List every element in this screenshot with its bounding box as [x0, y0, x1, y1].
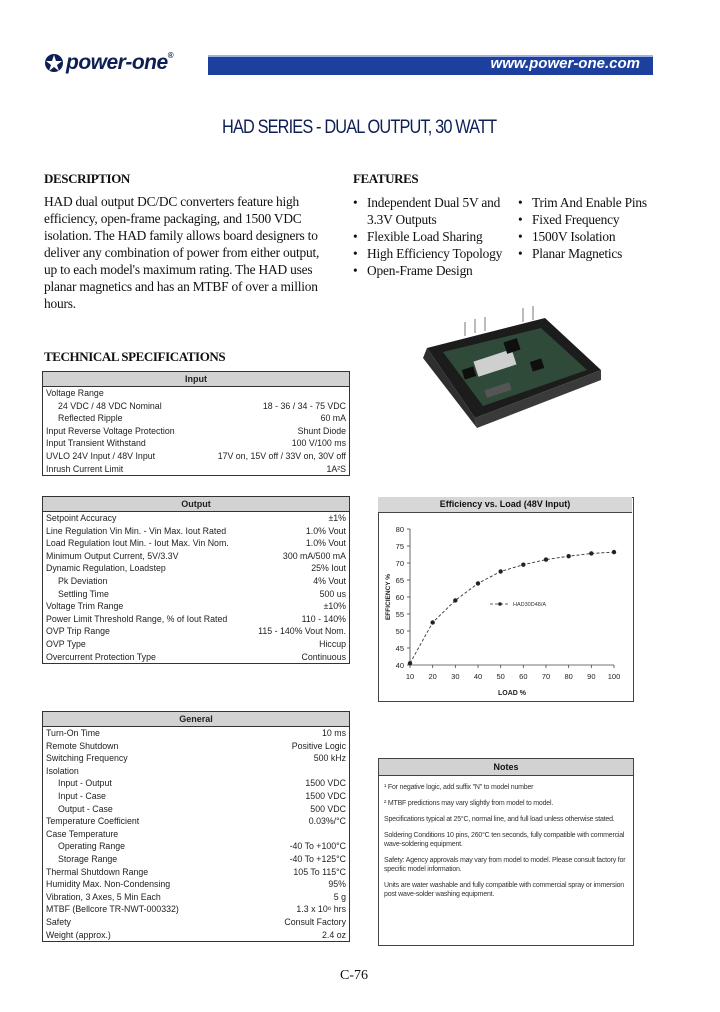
y-tick-label: 70 — [395, 559, 404, 568]
feature-item: • High Efficiency Topology — [353, 245, 517, 262]
spec-row — [43, 903, 349, 916]
tech-specs-heading: TECHNICAL SPECIFICATIONS — [44, 349, 226, 364]
spec-row — [43, 450, 349, 463]
feature-item: • Open-Frame Design — [353, 262, 517, 279]
spec-label: Switching Frequency — [46, 753, 128, 764]
spec-value: Positive Logic — [291, 740, 346, 751]
spec-value: 4% Vout — [313, 575, 346, 586]
spec-label: Load Regulation Iout Min. - Iout Max. Vin Nom. — [46, 538, 229, 549]
output-table-title: Output — [43, 497, 349, 512]
spec-row — [43, 790, 349, 803]
spec-value: 105 To 115°C — [293, 866, 346, 877]
x-axis-label: LOAD % — [498, 690, 526, 697]
feature-item: • Trim And Enable Pins — [518, 194, 668, 211]
spec-value: ±1% — [328, 513, 346, 523]
data-point — [476, 581, 480, 585]
spec-label: Inrush Current Limit — [46, 463, 124, 474]
y-tick-label: 55 — [395, 610, 404, 619]
spec-row — [43, 562, 349, 575]
description-text: HAD dual output DC/DC converters feature high efficiency, open-frame packaging, and 1500 VDC isolation. The HAD family allows board designers to deliver any combination of power from either output, up to each model's maximum rating. The HAD uses planar magnetics and has an MTBF of over a million hours. — [44, 194, 320, 311]
spec-value: 300 mA/500 mA — [282, 550, 346, 561]
brand-name: power-one — [66, 51, 168, 74]
spec-row — [43, 625, 349, 638]
spec-label: Case Temperature — [46, 828, 119, 839]
spec-value: 500 VDC — [310, 803, 346, 814]
data-point — [430, 620, 434, 624]
spec-row — [43, 840, 349, 853]
note-item: Units are water washable and fully compatible with commercial spray or immersion post wave-solder washing equipment. — [384, 882, 624, 898]
spec-row — [43, 400, 349, 413]
spec-row — [43, 916, 349, 929]
spec-value: 10 ms — [322, 728, 346, 738]
output-spec-table — [42, 496, 350, 664]
note-item: Specifications typical at 25°C, normal line, and full load unless otherwise stated. — [384, 816, 615, 823]
spec-label: Operating Range — [58, 841, 125, 852]
spec-value: 1500 VDC — [305, 778, 346, 789]
x-tick-label: 80 — [564, 672, 573, 681]
feature-item: • Planar Magnetics — [518, 245, 668, 262]
spec-value: Hiccup — [319, 638, 346, 649]
y-tick-label: 45 — [395, 644, 404, 653]
y-tick-label: 80 — [395, 525, 404, 534]
x-tick-label: 10 — [405, 672, 415, 681]
data-point — [498, 569, 502, 573]
note-item: Soldering Conditions 10 pins, 260°C ten seconds, fully compatible with commercial wave-soldering equipment. — [384, 832, 625, 848]
series-line — [410, 552, 614, 663]
x-tick-label: 50 — [496, 672, 505, 681]
features-heading: FEATURES — [353, 171, 419, 186]
spec-row — [43, 765, 349, 778]
data-point — [589, 551, 593, 555]
spec-row — [43, 600, 349, 613]
spec-label: Storage Range — [58, 853, 118, 864]
spec-value: 1.0% Vout — [305, 538, 346, 549]
data-point — [453, 598, 457, 602]
spec-value: 115 - 140% Vout Nom. — [258, 626, 346, 637]
spec-row — [43, 752, 349, 765]
y-tick-label: 60 — [395, 593, 404, 602]
product-photo — [405, 300, 605, 430]
spec-row — [43, 828, 349, 841]
input-table-title: Input — [43, 372, 349, 387]
features-list-right — [518, 194, 668, 262]
x-tick-label: 90 — [587, 672, 596, 681]
y-tick-label: 65 — [395, 576, 404, 585]
note-item: ¹ For negative logic, add suffix "N" to model number — [384, 784, 534, 791]
spec-label: Remote Shutdown — [46, 740, 119, 751]
spec-label: Input - Output — [58, 778, 112, 789]
spec-value: 60 mA — [320, 413, 346, 424]
power-one-logo-icon — [44, 53, 64, 73]
spec-row — [43, 878, 349, 891]
brand-logo[interactable] — [66, 51, 173, 75]
features-list-left — [353, 194, 517, 279]
spec-value: 17V on, 15V off / 33V on, 30V off — [217, 450, 346, 461]
spec-label: Dynamic Regulation, Loadstep — [46, 563, 166, 574]
spec-row — [43, 463, 349, 476]
spec-row — [43, 891, 349, 904]
feature-item: • Fixed Frequency — [518, 211, 668, 228]
spec-label: Input Transient Withstand — [46, 438, 146, 449]
spec-label: Voltage Range — [46, 388, 104, 398]
spec-row — [43, 803, 349, 816]
x-tick-label: 40 — [473, 672, 483, 681]
legend-label: HAD30D48/A — [513, 602, 547, 608]
spec-label: Weight (approx.) — [46, 929, 111, 940]
spec-label: Line Regulation Vin Min. - Vin Max. Iout Rated — [46, 525, 227, 536]
spec-row — [43, 512, 349, 525]
spec-row — [43, 777, 349, 790]
data-point — [521, 563, 525, 567]
series-title: HAD SERIES - DUAL OUTPUT, 30 WATT — [222, 117, 497, 138]
general-table-title: General — [43, 712, 349, 727]
spec-row — [43, 815, 349, 828]
spec-label: Temperature Coefficient — [46, 816, 140, 827]
spec-value: 1500 VDC — [305, 790, 346, 801]
spec-value: 5 g — [333, 891, 346, 902]
spec-value: Continuous — [301, 651, 346, 662]
spec-label: Vibration, 3 Axes, 5 Min Each — [46, 891, 161, 902]
spec-label: Humidity Max. Non-Condensing — [46, 879, 171, 890]
spec-row — [43, 727, 349, 740]
spec-value: 25% Iout — [311, 563, 346, 574]
y-axis-label: EFFICIENCY % — [385, 573, 392, 621]
spec-label: Thermal Shutdown Range — [46, 866, 149, 877]
description-heading: DESCRIPTION — [44, 171, 130, 186]
spec-value: 0.03%/°C — [308, 816, 346, 827]
spec-label: Minimum Output Current, 5V/3.3V — [46, 550, 179, 561]
spec-label: Setpoint Accuracy — [46, 513, 117, 523]
spec-row — [43, 537, 349, 550]
spec-label: Isolation — [46, 765, 79, 776]
note-item: Safety: Agency approvals may vary from model to model. Please consult factory for specific model information. — [384, 857, 626, 873]
spec-row — [43, 525, 349, 538]
y-tick-label: 75 — [395, 542, 404, 551]
y-tick-label: 50 — [395, 627, 404, 636]
spec-row — [43, 437, 349, 450]
spec-value: 110 - 140% — [301, 613, 346, 624]
spec-row — [43, 588, 349, 601]
spec-label: 24 VDC / 48 VDC Nominal — [58, 400, 162, 411]
spec-label: Pk Deviation — [58, 575, 108, 586]
spec-label: Voltage Trim Range — [46, 601, 124, 612]
note-item: ² MTBF predictions may vary slightly from model to model. — [384, 800, 554, 807]
spec-row — [43, 866, 349, 879]
x-tick-label: 100 — [607, 672, 621, 681]
x-tick-label: 20 — [428, 672, 437, 681]
spec-row — [43, 853, 349, 866]
brand-registered-mark: ® — [167, 51, 174, 60]
spec-label: Turn-On Time — [46, 728, 100, 738]
feature-item: • 1500V Isolation — [518, 228, 668, 245]
spec-value: 95% — [328, 879, 346, 890]
input-spec-table — [42, 371, 350, 476]
spec-label: OVP Type — [46, 638, 86, 649]
spec-value: Shunt Diode — [297, 425, 346, 436]
spec-row — [43, 550, 349, 563]
spec-row — [43, 412, 349, 425]
chart-title: Efficiency vs. Load (48V Input) — [378, 497, 632, 513]
feature-item: • Independent Dual 5V and 3.3V Outputs — [353, 194, 517, 228]
data-point — [408, 661, 412, 665]
notes-panel — [378, 758, 634, 946]
x-tick-label: 30 — [451, 672, 460, 681]
spec-label: UVLO 24V Input / 48V Input — [46, 450, 156, 461]
spec-value: 2.4 oz — [322, 929, 346, 940]
spec-label: Settling Time — [58, 588, 109, 599]
spec-row — [43, 638, 349, 651]
spec-label: OVP Trip Range — [46, 626, 110, 637]
data-point — [612, 550, 616, 554]
spec-value: 500 us — [319, 588, 346, 599]
spec-row — [43, 387, 349, 400]
spec-value: Consult Factory — [284, 916, 346, 927]
spec-value: 1A²S — [326, 463, 346, 474]
spec-value: 1.3 x 10⁶ hrs — [296, 904, 346, 915]
spec-label: Overcurrent Protection Type — [46, 651, 156, 662]
spec-label: Input - Case — [58, 790, 106, 801]
spec-value: ±10% — [323, 601, 346, 612]
feature-item: • Flexible Load Sharing — [353, 228, 517, 245]
spec-value: 100 V/100 ms — [291, 438, 346, 449]
spec-row — [43, 929, 349, 942]
spec-label: Output - Case — [58, 803, 113, 814]
spec-value: 500 kHz — [313, 753, 346, 764]
x-tick-label: 60 — [519, 672, 528, 681]
page-number: C-76 — [340, 968, 368, 983]
y-tick-label: 40 — [395, 661, 404, 670]
spec-value: -40 To +100°C — [289, 841, 346, 852]
spec-label: Power Limit Threshold Range, % of Iout Rated — [46, 613, 228, 624]
spec-label: Reflected Ripple — [58, 413, 123, 424]
spec-row — [43, 575, 349, 588]
spec-row — [43, 425, 349, 438]
spec-row — [43, 651, 349, 664]
spec-value: -40 To +125°C — [289, 853, 346, 864]
spec-row — [43, 613, 349, 626]
spec-value: 18 - 36 / 34 - 75 VDC — [262, 400, 346, 411]
spec-row — [43, 740, 349, 753]
website-link[interactable]: www.power-one.com — [490, 55, 640, 72]
spec-label: Input Reverse Voltage Protection — [46, 425, 175, 436]
notes-title: Notes — [379, 759, 633, 776]
general-spec-table — [42, 711, 350, 942]
spec-label: Safety — [46, 916, 71, 927]
data-point — [544, 557, 548, 561]
efficiency-chart-plot — [378, 513, 632, 699]
spec-label: MTBF (Bellcore TR-NWT-000332) — [46, 904, 179, 915]
data-point — [566, 554, 570, 558]
spec-value: 1.0% Vout — [305, 525, 346, 536]
x-tick-label: 70 — [541, 672, 551, 681]
